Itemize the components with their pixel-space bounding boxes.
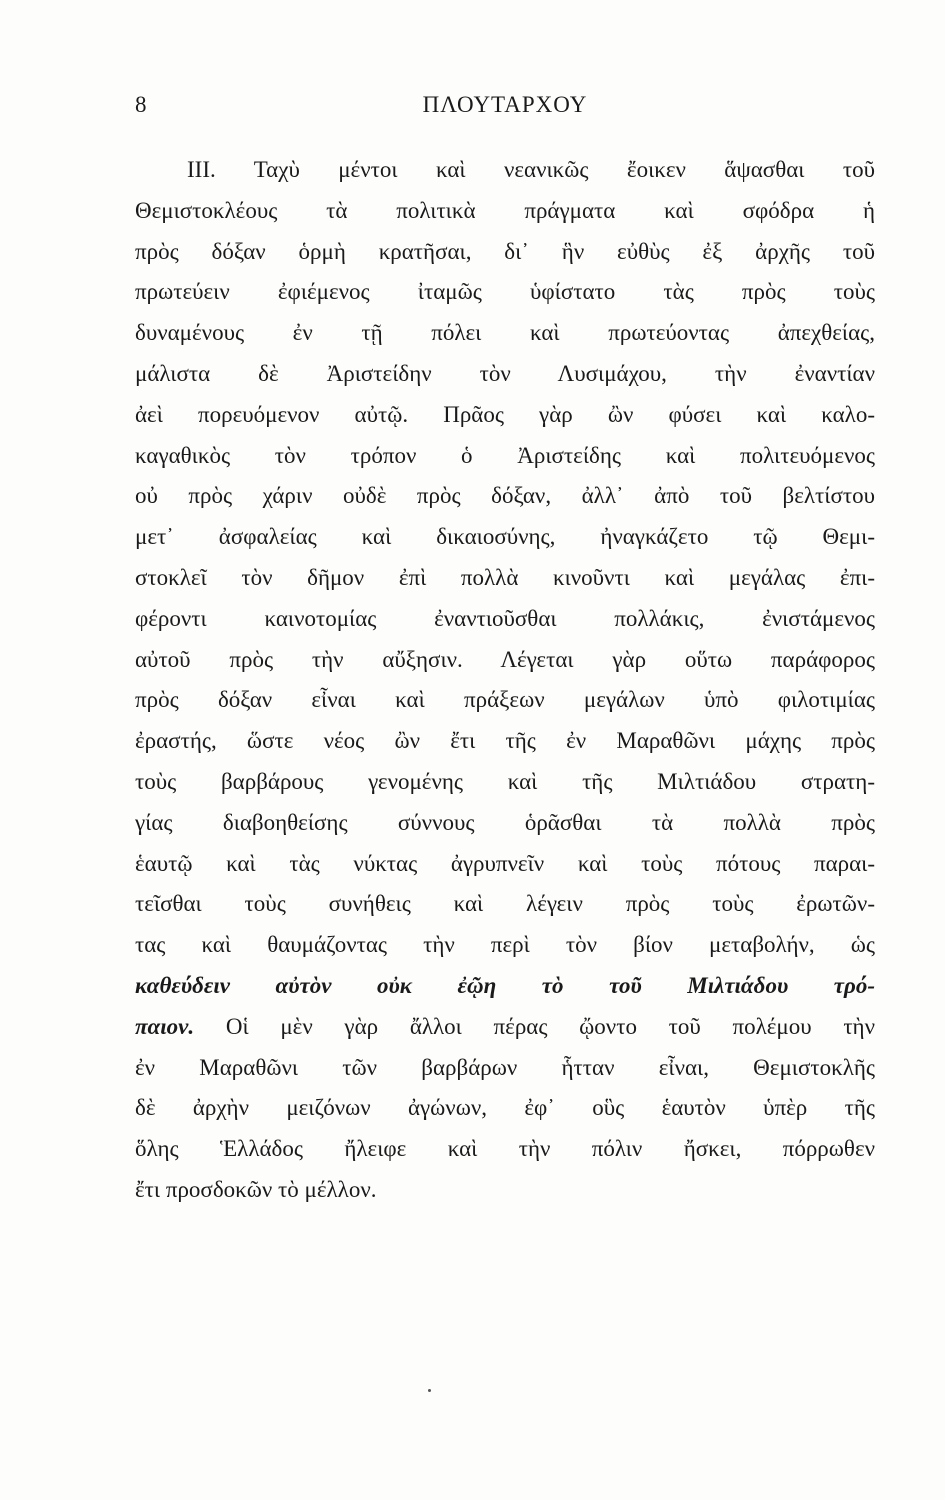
emphasized-quote-line: καθεύδειν αὐτὸν οὐκ ἐῷη τὸ τοῦ Μιλτιάδου τρό- bbox=[135, 972, 875, 998]
running-head bbox=[135, 92, 875, 126]
text-line: γίας διαβοηθείσης σύννους ὁρᾶσθαι τὰ πολλὰ πρὸς bbox=[135, 809, 875, 835]
text-line: τας καὶ θαυμάζοντας τὴν περὶ τὸν βίον μεταβολήν, ὡς bbox=[135, 932, 875, 958]
running-title: ΠΛΟΥΤΑΡΧΟΥ bbox=[422, 92, 588, 117]
text-line: ἑαυτῷ καὶ τὰς νύκτας ἀγρυπνεῖν καὶ τοὺς πότους παραι- bbox=[135, 850, 875, 876]
emphasized-quote-end: παιον. bbox=[135, 1013, 195, 1039]
text-line: μάλιστα δὲ Ἀριστείδην τὸν Λυσιμάχου, τὴν ἐναντίαν bbox=[135, 360, 875, 386]
paragraph-last-line: ἔτι προσδοκῶν τὸ μέλλον. bbox=[135, 1176, 377, 1202]
main-text bbox=[135, 150, 875, 1211]
text-line: ἐραστής, ὥστε νέος ὢν ἔτι τῆς ἐν Μαραθῶνι μάχης πρὸς bbox=[135, 728, 875, 754]
text-line: Θεμιστοκλέους τὰ πολιτικὰ πράγματα καὶ σφόδρα ἡ bbox=[135, 197, 875, 223]
text-line: φέροντι καινοτομίας ἐναντιοῦσθαι πολλάκις, ἐνιστάμενος bbox=[135, 605, 875, 631]
text-line: δυναμένους ἐν τῇ πόλει καὶ πρωτεύοντας ἀπεχθείας, bbox=[135, 320, 875, 346]
text-line: μετ᾽ ἀσφαλείας καὶ δικαιοσύνης, ἠναγκάζετο τῷ Θεμι- bbox=[135, 524, 875, 550]
text-line: τοὺς βαρβάρους γενομένης καὶ τῆς Μιλτιάδου στρατη- bbox=[135, 768, 875, 794]
text-line: οὐ πρὸς χάριν οὐδὲ πρὸς δόξαν, ἀλλ᾽ ἀπὸ τοῦ βελτίστου bbox=[135, 483, 875, 509]
text-line: τεῖσθαι τοὺς συνήθεις καὶ λέγειν πρὸς τοὺς ἐρωτῶν- bbox=[135, 891, 875, 917]
text-line: πρωτεύειν ἐφιέμενος ἰταμῶς ὑφίστατο τὰς πρὸς τοὺς bbox=[135, 279, 875, 305]
page-number: 8 bbox=[135, 92, 148, 117]
text-line: καγαθικὸς τὸν τρόπον ὁ Ἀριστείδης καὶ πολιτευόμενος bbox=[135, 442, 875, 468]
text-line: ΙΙΙ. Ταχὺ μέντοι καὶ νεανικῶς ἔοικεν ἅψασθαι τοῦ bbox=[187, 157, 875, 182]
paper-speck bbox=[428, 1389, 431, 1392]
text-line: ὅλης Ἑλλάδος ἤλειφε καὶ τὴν πόλιν ἤσκει, πόρρωθεν bbox=[135, 1136, 875, 1162]
text-line-mixed bbox=[135, 1007, 875, 1048]
text-line: πρὸς δόξαν εἶναι καὶ πράξεων μεγάλων ὑπὸ φιλοτιμίας bbox=[135, 687, 875, 713]
text-line: πρὸς δόξαν ὁρμὴ κρατῆσαι, δι᾽ ἣν εὐθὺς ἐξ ἀρχῆς τοῦ bbox=[135, 238, 875, 264]
text-line: αὐτοῦ πρὸς τὴν αὔξησιν. Λέγεται γὰρ οὕτω παράφορος bbox=[135, 646, 875, 672]
text-line: δὲ ἀρχὴν μειζόνων ἀγώνων, ἐφ᾽ οὓς ἑαυτὸν ὑπὲρ τῆς bbox=[135, 1095, 875, 1121]
text-line: ἐν Μαραθῶνι τῶν βαρβάρων ἧτταν εἶναι, Θεμιστοκλῆς bbox=[135, 1054, 875, 1080]
text-line: ἀεὶ πορευόμενον αὐτῷ. Πρᾶος γὰρ ὢν φύσει καὶ καλο- bbox=[135, 401, 875, 427]
text-line: στοκλεῖ τὸν δῆμον ἐπὶ πολλὰ κινοῦντι καὶ μεγάλας ἐπι- bbox=[135, 564, 875, 590]
text-line-rest: Οἱ μὲν γὰρ ἄλλοι πέρας ᾤοντο τοῦ πολέμου τὴν bbox=[194, 1013, 875, 1039]
